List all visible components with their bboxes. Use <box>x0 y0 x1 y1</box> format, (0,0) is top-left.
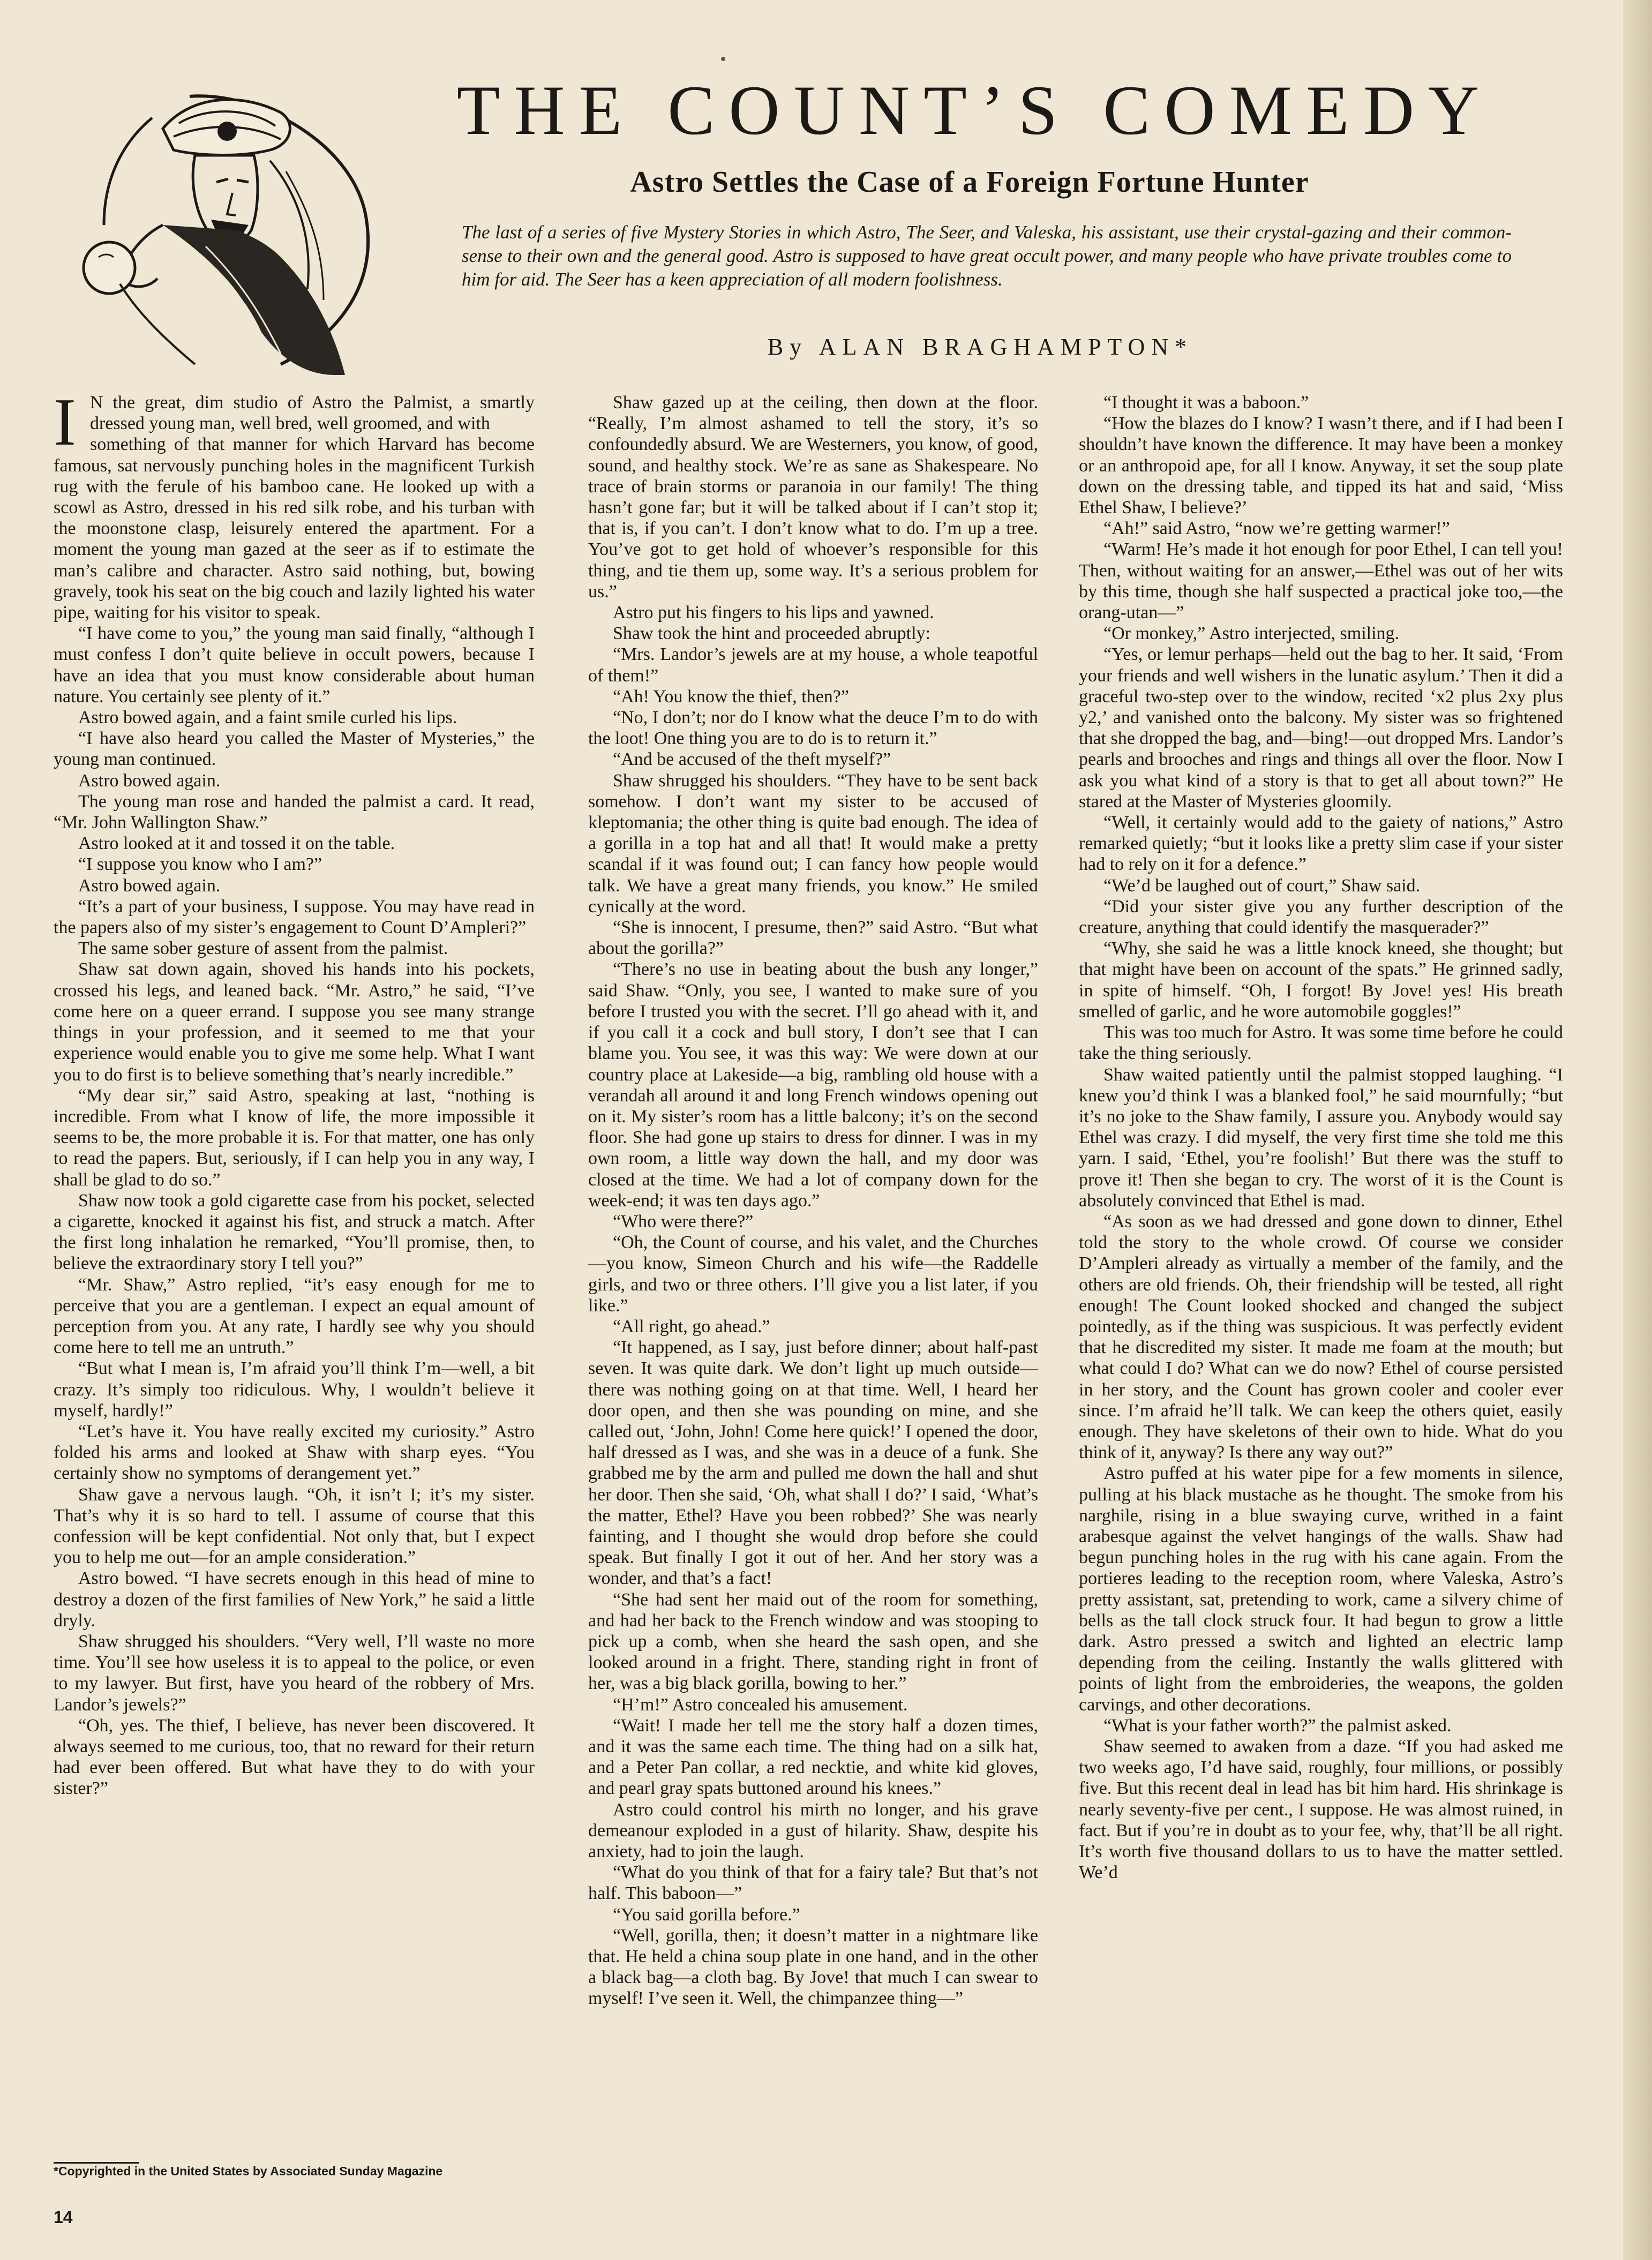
text-column-3 <box>1079 392 1563 1883</box>
paragraph: “Well, it certainly would add to the gaiety of nations,” Astro remarked quietly; “but it looks like a pretty slim case if your sister had to rely on it for a defence.” <box>1079 813 1563 875</box>
paragraph: “It happened, as I say, just before dinner; about half-past seven. It was quite dark. We don’t light up much outside—there was nothing going on at that time. Well, I heard her door open, and then she was pounding on mine, and she called out, ‘John, John! Come here quick!’ I opened the door, half dressed as I was, and she was in a deuce of a funk. She grabbed me by the arm and pulled me down the hall and shut her door. Then she said, ‘Oh, what shall I do?’ I said, ‘What’s the matter, Ethel? Have you been robbed?’ She was nearly fainting, and I thought she would drop before she could speak. But finally I got it out of her. And her story was a wonder, and that’s a fact! <box>588 1338 1038 1589</box>
page-edge <box>1623 0 1652 2260</box>
paragraph: “But what I mean is, I’m afraid you’ll think I’m—well, a bit crazy. It’s simply too ridiculous. Why, I wouldn’t believe it myself, hardly!” <box>54 1358 535 1421</box>
paragraph: “Yes, or lemur perhaps—held out the bag to her. It said, ‘From your friends and well wishers in the lunatic asylum.’ Then it did a graceful two-step over to the window, recited ‘x2 plus 2xy plus y2,’ and vanished onto the balcony. My sister was so frightened that she dropped the bag, and—bing!—out dropped Mrs. Landor’s pearls and brooches and rings and things all over the floor. Now I ask you what kind of a story is that to get all about town?” He stared at the Master of Mysteries gloomily. <box>1079 644 1563 812</box>
paragraph: Astro put his fingers to his lips and yawned. <box>613 603 934 623</box>
paragraph: “How the blazes do I know? I wasn’t there, and if I had been I shouldn’t have known the difference. It may have been a monkey or an anthropoid ape, for all I know. Anyway, it set the soup plate down on the dressing table, and tipped its hat and said, ‘Miss Ethel Shaw, I believe?’ <box>1079 414 1563 518</box>
paragraph: Shaw shrugged his shoulders. “Very well, I’ll waste no more time. You’ll see how useless it is to appeal to the police, or even to my lawyer. But first, have you heard of the robbery of Mrs. Landor’s jewels?” <box>54 1631 535 1715</box>
drop-cap: I <box>54 385 76 460</box>
paragraph: “Let’s have it. You have really excited my curiosity.” Astro folded his arms and looked at Shaw with sharp eyes. “You certainly show no symptoms of derangement yet.” <box>54 1421 535 1484</box>
text-column-1 <box>54 385 535 1799</box>
opening-text: N the great, dim studio of Astro the Palmist, a smartly dressed young man, well bred, well groomed, and with <box>89 393 535 434</box>
paragraph: “What do you think of that for a fairy tale? But that’s not half. This baboon—” <box>588 1863 1038 1904</box>
paragraph: “Ah! You know the thief, then?” <box>613 686 849 707</box>
paragraph: “She is innocent, I presume, then?” said Astro. “But what about the gorilla?” <box>588 918 1038 959</box>
paragraph: “I have also heard you called the Master of Mysteries,” the young man continued. <box>54 729 535 770</box>
paragraph: “Oh, the Count of course, and his valet, and the Churches—you know, Simeon Church and his wife—the Raddelle girls, and two or three others. I’ll give you a list later, if you like.” <box>588 1233 1038 1316</box>
paragraph: Astro could control his mirth no longer, and his grave demeanour exploded in a gust of hilarity. Shaw, despite his anxiety, had to join the laugh. <box>588 1799 1038 1862</box>
article-subtitle: Astro Settles the Case of a Foreign Fortune Hunter <box>630 166 1309 199</box>
paragraph: “Did your sister give you any further description of the creature, anything that could identify the masquerader?” <box>1079 896 1563 938</box>
paragraph: “It’s a part of your business, I suppose. You may have read in the papers also of my sister’s engagement to Count D’Ampleri?” <box>54 896 535 938</box>
paragraph: Shaw seemed to awaken from a daze. “If you had asked me two weeks ago, I’d have said, roughly, four millions, or possibly five. But this recent deal in lead has bit him hard. His shrinkage is nearly seventy-five per cent., I suppose. He was almost ruined, in fact. But if you’re in doubt as to your fee, why, that’ll be all right. It’s worth five thousand dollars to us to have the matter settled. We’d <box>1079 1737 1563 1883</box>
footnote-rule <box>54 2162 139 2164</box>
paragraph: “H’m!” Astro concealed his amusement. <box>613 1694 908 1715</box>
paragraph: Astro bowed again. <box>78 875 221 896</box>
paragraph: Shaw gave a nervous laugh. “Oh, it isn’t I; it’s my sister. That’s why it is so hard to tell. I assume of course that this confession will be kept confidential. Not only that, but I expect you to help me out—for an ample consideration.” <box>54 1484 535 1568</box>
text-column-2 <box>588 392 1038 2009</box>
paragraph: Shaw took the hint and proceeded abruptly: <box>613 624 930 644</box>
paragraph: This was too much for Astro. It was some time before he could take the thing seriously. <box>1079 1023 1563 1064</box>
paragraph: Shaw waited patiently until the palmist stopped laughing. “I knew you’d think I was a blanked fool,” he said mournfully; “but it’s no joke to the Shaw family, I assure you. Anybody would say Ethel was crazy. I did myself, the very first time she told me this yarn. I said, ‘Ethel, you’re foolish!’ But there was the stuff to prove it! Then she began to cry. The worst of it is the Count is absolutely convinced that Ethel is mad. <box>1079 1064 1563 1211</box>
paragraph: “I have come to you,” the young man said finally, “although I must confess I don’t quite believe in occult powers, because I have an idea that you must know considerable about human nature. You certainly see plenty of it.” <box>54 624 535 707</box>
paragraph: “I suppose you know who I am?” <box>78 854 322 875</box>
paragraph: Shaw gazed up at the ceiling, then down at the floor. “Really, I’m almost ashamed to tell the story, it’s so confoundedly absurd. We are Westerners, you know, of good, sound, and healthy stock. We’re as sane as Shakespeare. No trace of brain storms or paranoia in our family! The thing hasn’t gone far; but it will be talked about if I can’t stop it; that is, if you can’t. I don’t know what to do. I’m up a tree. You’ve got to get hold of whoever’s responsible for this thing, and tie them up, some way. It’s a serious problem for us.” <box>588 393 1038 602</box>
paragraph: “Why, she said he was a little knock kneed, she thought; but that might have been on account of the spats.” He grinned sadly, in spite of himself. “Oh, I forgot! By Jove! yes! His breath smelled of garlic, and he wore automobile goggles!” <box>1079 938 1563 1022</box>
paragraph: “Warm! He’s made it hot enough for poor Ethel, I can tell you! Then, without waiting for an answer,—Ethel was out of her wits by this time, though she half suspected a practical joke too,—the orang-utan—” <box>1079 539 1563 623</box>
paragraph: “I thought it was a baboon.” <box>1103 393 1309 412</box>
paragraph: Astro bowed again. <box>78 770 221 791</box>
paragraph: Astro bowed. “I have secrets enough in this head of mine to destroy a dozen of the first families of New York,” he said a little dryly. <box>54 1568 535 1631</box>
paragraph: “We’d be laughed out of court,” Shaw said. <box>1103 875 1421 896</box>
paragraph: “Or monkey,” Astro interjected, smiling. <box>1103 624 1400 644</box>
paragraph: “My dear sir,” said Astro, speaking at last, “nothing is incredible. From what I know of life, the more impossible it seems to be, the more probable it is. For that matter, one has only to read the papers. But, seriously, if I can help you in any way, I shall be glad to do so.” <box>54 1085 535 1190</box>
paragraph: The young man rose and handed the palmist a card. It read, “Mr. John Wallington Shaw.” <box>54 791 535 833</box>
printer-dot <box>721 57 725 61</box>
opening-paragraph <box>54 385 535 460</box>
paragraph: something of that manner for which Harvard has become famous, sat nervously punching holes in the magnificent Turkish rug with the ferule of his bamboo cane. He looked up with a scowl as Astro, dressed in his red silk robe, and his turban with the moonstone clasp, leisurely entered the apartment. For a moment the young man gazed at the seer as if to estimate the man’s calibre and character. Astro said nothing, but, bowing gravely, took his seat on the big couch and lazily lighted his water pipe, waiting for his visitor to speak. <box>54 434 535 623</box>
paragraph: “Ah!” said Astro, “now we’re getting warmer!” <box>1103 519 1450 539</box>
author-byline: By ALAN BRAGHAMPTON* <box>767 334 1193 360</box>
paragraph: “What is your father worth?” the palmist asked. <box>1103 1715 1452 1736</box>
paragraph: “All right, go ahead.” <box>613 1316 770 1337</box>
paragraph: Shaw shrugged his shoulders. “They have to be sent back somehow. I don’t want my sister to be accused of kleptomania; the other thing is quite bad enough. The idea of a gorilla in a top hat and all that! It would make a pretty scandal if it was found out; I can fancy how people would talk. We have a great many friends, you know.” He smiled cynically at the word. <box>588 770 1038 917</box>
paragraph: “There’s no use in beating about the bush any longer,” said Shaw. “Only, you see, I wanted to make sure of you before I trusted you with the secret. I’ll go ahead with it, and if you call it a cock and bull story, I don’t see that I can blame you. You see, it was this way: We were down at our country place at Lakeside—a big, rambling old house with a verandah all around it and long French windows opening out on it. My sister’s room has a little balcony; it’s on the second floor. She had gone up stairs to dress for dinner. I was in my own room, a little way down the hall, and my door was closed at the time. We had a lot of company down for the week-end; it was ten days ago.” <box>588 959 1038 1211</box>
page-number: 14 <box>54 2208 73 2227</box>
paragraph: “She had sent her maid out of the room for something, and had her back to the French window and was stooping to pick up a comb, when she heard the sash open, and she looked around in a fright. There, standing right in front of her, was a big black gorilla, bowing to her.” <box>588 1589 1038 1694</box>
paragraph: “Mrs. Landor’s jewels are at my house, a whole teapotful of them!” <box>588 644 1038 686</box>
paragraph: “As soon as we had dressed and gone down to dinner, Ethel told the story to the whole crowd. Of course we consider D’Ampleri already as virtually a member of the family, and the others are old friends. Oh, their friendship will be tested, all right enough! The Count looked shocked and changed the subject pointedly, as if the thing was suspicious. It was perfectly evident that he discredited my sister. It made me foam at the mouth; but what could I do? What can we do now? Ethel of course persisted in her story, and the Count has grown cooler and cooler ever since. I’m afraid he’ll talk. We can keep the others quiet, easily enough. They have skeletons of their own to hide. What do you think of it, anyway? Is there any way out?” <box>1079 1211 1563 1463</box>
paragraph: “Who were there?” <box>613 1211 754 1232</box>
paragraph: “You said gorilla before.” <box>613 1904 800 1925</box>
paragraph: Shaw now took a gold cigarette case from his pocket, selected a cigarette, knocked it against his fist, and struck a match. After the first long inhalation he remarked, “You’ll promise, then, to believe the extraordinary story I tell you?” <box>54 1190 535 1274</box>
paragraph: The same sober gesture of assent from the palmist. <box>78 938 448 959</box>
paragraph: “And be accused of the theft myself?” <box>613 749 891 770</box>
paragraph: Astro bowed again, and a faint smile curled his lips. <box>78 708 457 728</box>
copyright-footnote: *Copyrighted in the United States by Associated Sunday Magazine <box>54 2164 443 2178</box>
paragraph: “Wait! I made her tell me the story half a dozen times, and it was the same each time. The thing had on a silk hat, and a Peter Pan collar, a red necktie, and white kid gloves, and pearl gray spats buttoned around his knees.” <box>588 1715 1038 1799</box>
paragraph: “No, I don’t; nor do I know what the deuce I’m to do with the loot! One thing you are to do is to return it.” <box>588 708 1038 749</box>
astro-seer-illustration-icon <box>56 86 377 386</box>
paragraph: Shaw sat down again, shoved his hands into his pockets, crossed his legs, and leaned back. “Mr. Astro,” he said, “I’ve come here on a queer errand. I suppose you see many strange things in your profession, and it seemed to me that your experience would enable you to give me some help. What I want you to do first is to believe something that’s nearly incredible.” <box>54 959 535 1085</box>
paragraph: “Well, gorilla, then; it doesn’t matter in a nightmare like that. He held a china soup plate in one hand, and in the other a black bag—a cloth bag. By Jove! that much I can swear to myself! I’ve seen it. Well, the chimpanzee thing—” <box>588 1925 1038 2009</box>
paragraph: “Mr. Shaw,” Astro replied, “it’s easy enough for me to perceive that you are a gentleman. I expect an equal amount of perception from you. At any rate, I hardly see why you should come here to tell me an untruth.” <box>54 1274 535 1358</box>
paragraph: “Oh, yes. The thief, I believe, has never been discovered. It always seemed to me curious, too, that no reward for their return had ever been offered. But what have they to do with your sister?” <box>54 1715 535 1799</box>
paragraph: Astro looked at it and tossed it on the table. <box>78 834 395 854</box>
paragraph: Astro puffed at his water pipe for a few moments in silence, pulling at his black mustache as he thought. The smoke from his narghile, rising in a blue swaying curve, writhed in a faint arabesque against the velvet hangings of the walls. Shaw had begun punching holes in the rug with his cane again. From the portieres leading to the reception room, where Valeska, Astro’s pretty assistant, sat, pretending to work, came a silvery chime of bells as the tall clock struck four. It had begun to grow a little dark. Astro pressed a switch and lighted an electric lamp depending from the ceiling. Instantly the walls glittered with points of light from the embroideries, the weapons, the golden carvings, and other decorations. <box>1079 1463 1563 1715</box>
article-title: THE COUNT’S COMEDY <box>456 71 1493 149</box>
series-introduction: The last of a series of five Mystery Stories in which Astro, The Seer, and Valeska, his assistant, use their crystal-gazing and their common-sense to their own and the general good. Astro is supposed to have great occult power, and many people who have private troubles come to him for aid. The Seer has a keen appreciation of all modern foolishness. <box>462 222 1512 290</box>
